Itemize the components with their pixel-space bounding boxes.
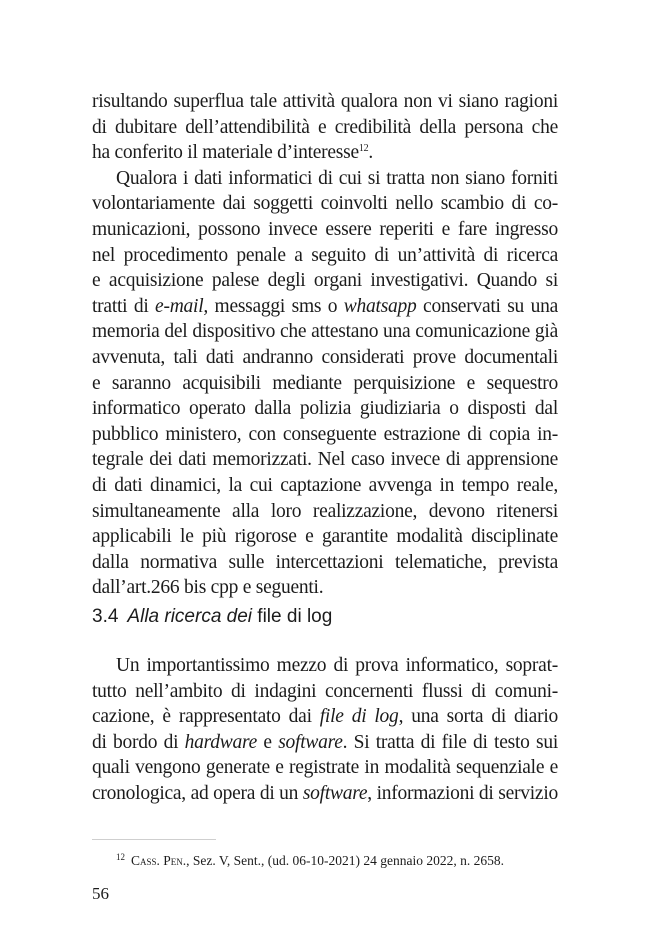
text-line: avvenuta, tali dati andranno considerati prove documentali: [92, 346, 558, 368]
footnote-divider: [92, 839, 216, 840]
text-line: e saranno acquisibili mediante perquisizione e sequestro: [92, 372, 558, 394]
text-segment: e: [257, 731, 279, 753]
section-heading: [92, 606, 332, 628]
footnote-court: Cass. Pen.: [131, 853, 187, 868]
section-number: 3.4: [92, 606, 119, 627]
text-segment: . Si tratta di file di testo sui: [342, 731, 558, 753]
section-title-rest: file di log: [252, 606, 333, 627]
text-line: informatico operato dalla polizia giudiziaria o disposti dal: [92, 398, 558, 420]
text-line: [92, 781, 558, 807]
italic-term: whatsapp: [343, 295, 417, 317]
text-line: simultaneamente alla loro realizzazione, devono ritenersi: [92, 500, 558, 522]
page-number: 56: [92, 884, 109, 903]
text-segment: ha conferito il materiale d’interesse: [92, 142, 359, 164]
text-line: risultando superflua tale attività qualora non vi siano ragioni: [92, 91, 558, 112]
text-line: Un importantissimo mezzo di prova informatico, soprat-: [116, 655, 558, 676]
text-line: e acquisizione palese degli organi investigativi. Quando si: [92, 270, 558, 292]
text-line: memoria del dispositivo che attestano una comunicazione già: [92, 321, 558, 343]
text-line: nel procedimento penale a seguito di un’attività di ricerca: [92, 244, 558, 266]
text-line: dalla normativa sulle intercettazioni telematiche, prevista: [92, 551, 558, 573]
italic-term: software: [302, 782, 368, 804]
text-line: pubblico ministero, con conseguente estrazione di copia in-: [92, 423, 558, 445]
text-line: di dubitare dell’attendibilità e credibilità della persona che: [92, 116, 558, 138]
text-segment: messaggi sms o: [208, 295, 344, 317]
footnote-reference[interactable]: 12: [358, 143, 369, 155]
footnote-text: , Sez. V, Sent., (ud. 06-10-2021) 24 gennaio 2022, n. 2658.: [186, 853, 505, 868]
section-title-italic: Alla ricerca dei: [127, 606, 253, 627]
text-line: quali vengono generate e registrate in modalità sequenziale e: [92, 757, 558, 779]
text-segment: cronologica, ad opera di un: [92, 782, 303, 804]
body-text: [92, 653, 558, 807]
text-line: applicabili le più rigorose e garantite modalità disciplinate: [92, 526, 558, 548]
text-line: [92, 294, 558, 320]
italic-term: software: [278, 731, 343, 753]
text-line: [92, 140, 558, 166]
text-segment: conservati su una: [416, 295, 558, 317]
text-line: di dati dinamici, la cui captazione avvenga in tempo reale,: [92, 474, 558, 496]
italic-term: file di log: [319, 706, 399, 728]
text-line: tegrale dei dati memorizzati. Nel caso invece di apprensione: [92, 449, 558, 471]
text-segment: .: [368, 142, 373, 164]
text-line: [92, 730, 558, 756]
italic-term: e-mail,: [155, 295, 208, 317]
footnote: [116, 852, 504, 869]
text-segment: tratti di: [92, 295, 156, 317]
text-line: Qualora i dati informatici di cui si tratta non siano forniti: [116, 167, 558, 189]
italic-term: hardware: [184, 731, 258, 753]
text-line: volontariamente dai soggetti coinvolti nello scambio di co-: [92, 193, 558, 215]
text-segment: di bordo di: [92, 731, 185, 753]
text-segment: cazione, è rappresentato dai: [92, 706, 320, 728]
footnote-number: 12: [116, 852, 125, 862]
body-text: [92, 89, 558, 601]
text-line: dall’art.266 bis cpp e seguenti.: [92, 577, 324, 599]
text-line: tutto nell’ambito di indagini concernenti flussi di comuni-: [92, 680, 558, 702]
text-segment: , una sorta di diario: [398, 706, 558, 728]
text-segment: , informazioni di servizio: [367, 782, 558, 804]
text-line: [92, 704, 558, 730]
text-line: municazioni, possono invece essere reperiti e fare ingresso: [92, 218, 558, 240]
